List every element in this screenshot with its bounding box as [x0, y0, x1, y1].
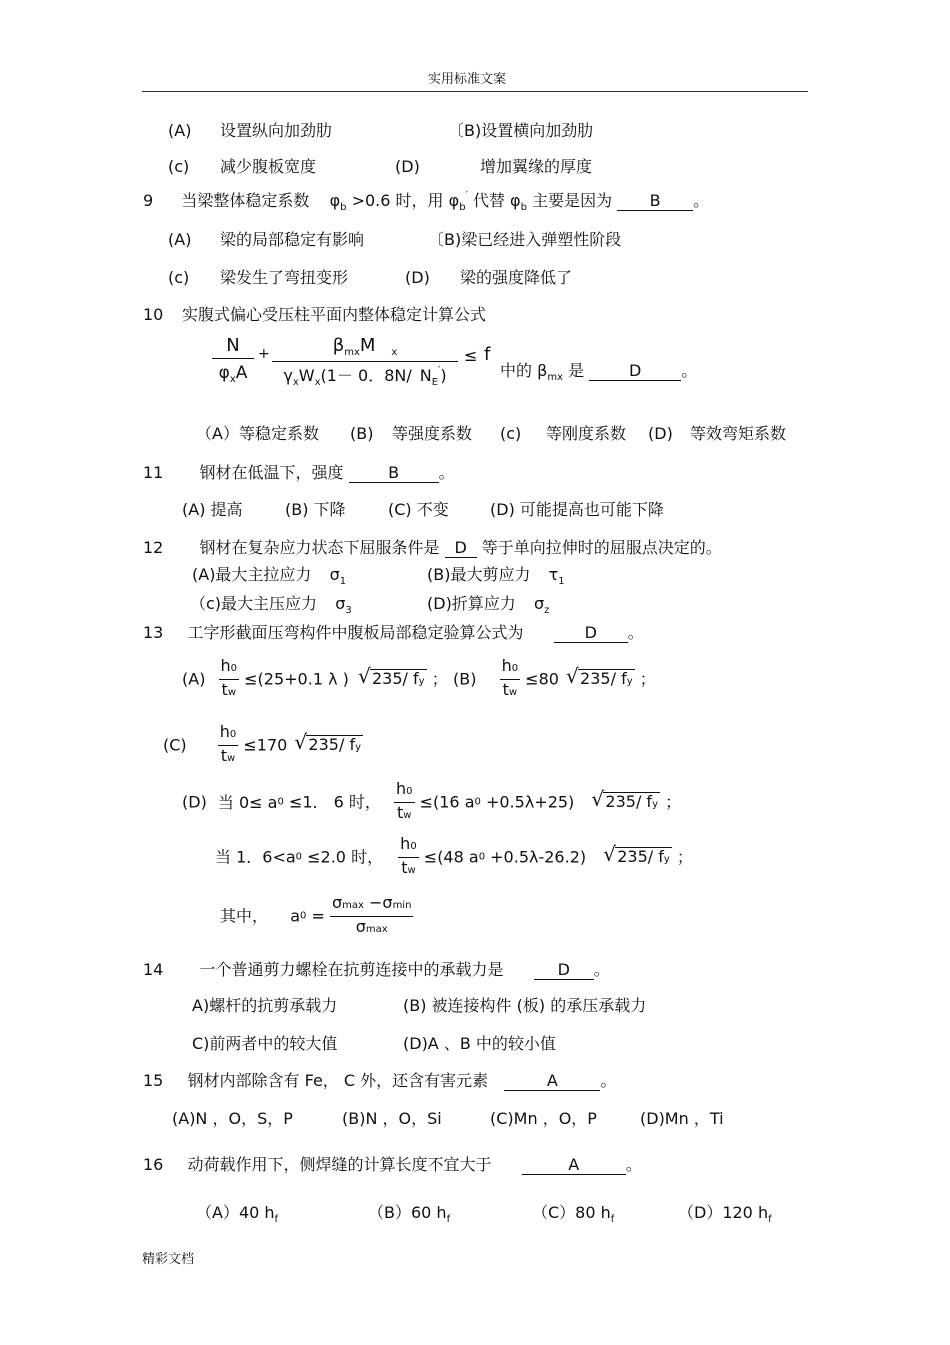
subscript-0: 0	[295, 851, 303, 863]
subscript-y: y	[652, 798, 658, 810]
subscript-y: y	[663, 853, 670, 865]
q13-option-d-line1	[182, 779, 681, 826]
subscript-1: 1	[339, 576, 347, 587]
question-text: 钢材在低温下，强度	[199, 463, 344, 482]
root-235: 235	[605, 791, 636, 811]
expr: ≤170	[243, 735, 288, 755]
subscript-f: f	[446, 1214, 451, 1225]
question-text: 钢材在复杂应力状态下屈服条件是	[199, 538, 440, 557]
q15-option-b: (B)N ，O，Si	[342, 1109, 442, 1128]
q16-option-d	[678, 1203, 772, 1226]
answer-blank: A	[504, 1072, 600, 1091]
question-text: 工字形截面压弯构件中腹板局部稳定验算公式为	[187, 623, 524, 642]
subscript-0: 0	[300, 910, 307, 922]
subscript-x: x	[292, 377, 299, 388]
q8-option-b: 〔B)设置横向加劲肋	[448, 121, 594, 140]
a-symbol: a	[290, 906, 301, 926]
subscript-b: b	[459, 202, 466, 213]
q10-number: 10	[143, 305, 164, 324]
option-text: (D)折算应力	[427, 594, 516, 613]
question-number: 9	[143, 191, 154, 210]
q8-option-c-text: 减少腹板宽度	[220, 157, 317, 176]
q10-option-a: （A）等稳定系数	[196, 424, 319, 443]
subscript-w: w	[227, 753, 236, 764]
condition: 当 1．6<a	[215, 847, 296, 867]
period: 。	[627, 623, 644, 642]
q11-option-a: (A) 提高	[182, 500, 243, 519]
question-text-2: 中的	[500, 361, 533, 380]
option-text: (A)最大主拉应力	[192, 565, 312, 584]
subscript-min: min	[392, 900, 412, 911]
stress-ratio	[330, 893, 413, 940]
q13-option-b	[453, 656, 656, 703]
h-symbol: h	[395, 779, 407, 798]
expr: ≤(16 a	[419, 792, 475, 812]
q16-question	[143, 1155, 642, 1175]
expr: ≤(48 a	[423, 847, 479, 867]
prime-mark: ′	[465, 190, 468, 201]
sigma-symbol: σ	[331, 893, 343, 912]
q15-option-d: (D)Mn ，Ti	[640, 1109, 724, 1128]
q14-option-b: (B) 被连接构件 (板) 的承压承载力	[403, 996, 647, 1015]
denominator	[212, 359, 254, 390]
subscript-f: f	[274, 1214, 279, 1225]
q16-option-c	[532, 1203, 614, 1226]
h-symbol: h	[220, 656, 231, 675]
root-235: 235	[372, 668, 403, 688]
f-symbol: f	[658, 846, 664, 866]
f-symbol: f	[646, 791, 653, 811]
option-text: （C）80 h	[532, 1203, 611, 1222]
q11-option-c: (C) 不变	[388, 500, 449, 519]
question-number: 11	[143, 463, 164, 482]
q14-option-d: (D)A 、B 中的较小值	[403, 1034, 556, 1053]
question-text-2: >0.6 时，用	[351, 191, 444, 210]
subscript-y: y	[355, 741, 361, 753]
option-text: （c)最大主压应力	[190, 594, 318, 613]
q8-option-a-text: 设置纵向加劲肋	[220, 121, 333, 140]
q9-option-c-text: 梁发生了弯扭变形	[220, 268, 349, 287]
tau-symbol: τ	[548, 565, 559, 584]
question-text-4: 主要是因为	[532, 191, 613, 210]
q13-option-a	[182, 656, 448, 703]
subscript-x: x	[391, 347, 398, 358]
subscript-0: 0	[410, 841, 417, 852]
q10-option-c-text: 等刚度系数	[546, 424, 627, 443]
q9-option-d-text: 梁的强度降低了	[460, 268, 573, 287]
subscript-0: 0	[474, 796, 481, 808]
answer-blank: B	[349, 464, 439, 483]
option-text: (B)最大剪应力	[427, 565, 531, 584]
semicolon: ；	[639, 669, 656, 689]
subscript-0: 0	[230, 663, 238, 674]
page-footer: 精彩文档	[142, 1252, 195, 1267]
denominator-gamma-W	[272, 362, 458, 393]
subscript-w: w	[508, 687, 518, 698]
q8-option-a-label: (A)	[168, 121, 192, 140]
slash: /	[406, 366, 412, 385]
question-text-3: 代替	[472, 191, 505, 210]
W-symbol: W	[298, 366, 315, 385]
h0-over-tw	[398, 834, 419, 881]
t-symbol: t	[220, 746, 228, 765]
answer-blank: A	[522, 1156, 626, 1175]
phi-symbol: φ	[329, 191, 341, 210]
N-symbol: N	[394, 366, 407, 385]
formula-fraction-2	[272, 334, 458, 393]
expr-3: -26.2)	[538, 847, 587, 867]
t-symbol: t	[221, 680, 228, 699]
q13-option-c	[163, 722, 363, 769]
sigma-symbol: σ	[382, 893, 393, 912]
option-label: (D)	[182, 792, 207, 812]
q10-tail	[500, 361, 697, 384]
subscript-0: 0	[229, 729, 237, 740]
subscript-0: 0	[478, 851, 486, 863]
question-number: 12	[143, 538, 164, 557]
sigma-symbol: σ	[355, 917, 366, 936]
minus: −	[369, 893, 383, 912]
sqrt-235-fy: √ 235/ fy	[578, 669, 635, 691]
h-symbol: h	[219, 722, 230, 741]
root-235: 235	[580, 668, 611, 688]
q13-where-clause	[220, 893, 413, 940]
q12-option-d	[427, 594, 549, 617]
period: 。	[625, 1155, 642, 1174]
t-symbol: t	[502, 680, 509, 699]
close-paren: )	[342, 669, 349, 689]
q10-question-text: 实腹式偏心受压柱平面内整体稳定计算公式	[182, 305, 487, 324]
answer-blank: D	[534, 961, 594, 980]
expr-3: +25)	[534, 792, 575, 812]
q10-formula	[212, 334, 502, 404]
beta-symbol: β	[537, 361, 548, 380]
sqrt-235-fy: √ 235/ fy	[306, 735, 363, 757]
phi-symbol: φ	[218, 363, 230, 383]
q14-question	[143, 960, 610, 980]
period: 。	[681, 361, 698, 380]
plus-sign: +	[258, 346, 270, 362]
gamma-symbol: γ	[283, 366, 293, 385]
q9-option-a-label: (A)	[168, 230, 192, 249]
option-label: (C)	[163, 735, 187, 755]
answer-blank: D	[445, 539, 477, 558]
h-symbol: h	[400, 834, 411, 853]
expr-2: +0.5	[485, 847, 529, 867]
lambda-symbol: λ	[524, 792, 535, 812]
subscript-0: 0	[406, 786, 413, 797]
question-text-3: 是	[568, 361, 585, 380]
q15-option-c: (C)Mn ，O，P	[490, 1109, 597, 1128]
q15-question	[143, 1071, 616, 1091]
root-235: 235	[617, 846, 648, 866]
q10-option-d-text: 等效弯矩系数	[690, 424, 787, 443]
option-text: （D）120 h	[678, 1203, 769, 1222]
period: 。	[693, 191, 710, 210]
q8-option-d-label: (D)	[395, 157, 420, 176]
question-number: 14	[143, 960, 164, 979]
semicolon: ；	[665, 792, 682, 812]
f-symbol: f	[484, 344, 491, 365]
sigma-symbol: σ	[329, 565, 340, 584]
q9-option-c-label: (c)	[168, 268, 190, 287]
where-label: 其中，	[220, 906, 269, 926]
option-label: (A)	[182, 669, 206, 689]
sqrt-235-fy: √ 235/ fy	[615, 847, 672, 869]
question-text: 钢材内部除含有 Fe， C 外，还含有害元素	[187, 1071, 489, 1090]
NE-symbol: N	[419, 366, 432, 385]
h0-over-tw	[219, 656, 240, 703]
subscript-mx: mx	[547, 372, 563, 383]
subscript-max: max	[342, 900, 364, 911]
question-text: 当梁整体稳定系数	[181, 191, 310, 210]
expr-2: +0.5	[480, 792, 525, 812]
sqrt-235-fy: √ 235/ fy	[603, 792, 660, 814]
q16-option-a	[196, 1203, 278, 1226]
subscript-b: b	[340, 202, 347, 213]
answer-blank: D	[589, 362, 681, 381]
q8-option-c-label: (c)	[168, 157, 190, 176]
h0-over-tw	[394, 779, 415, 826]
leq-sign: ≤	[464, 346, 478, 365]
semicolon: ；	[676, 847, 693, 867]
q10-option-b-label: (B)	[350, 424, 374, 443]
q16-option-b	[368, 1203, 450, 1226]
h-symbol: h	[501, 656, 512, 675]
question-text: 一个普通剪力螺栓在抗剪连接中的承载力是	[199, 960, 504, 979]
lambda-symbol: λ	[328, 669, 338, 689]
phi-symbol: φ	[510, 191, 521, 210]
subscript-w: w	[407, 865, 416, 876]
close-paren: )	[440, 366, 447, 385]
subscript-w: w	[403, 810, 412, 821]
sigma-symbol: σ	[335, 594, 346, 613]
subscript-y: y	[418, 675, 425, 687]
period: 。	[593, 960, 610, 979]
period: 。	[600, 1071, 617, 1090]
q13-option-d-line2	[215, 834, 693, 881]
expr: ≤80	[525, 669, 559, 689]
subscript-f: f	[610, 1214, 615, 1225]
root-235: 235	[308, 734, 339, 754]
beta-symbol: β	[332, 335, 345, 356]
numerator-beta-M	[272, 334, 458, 362]
q10-option-c-label: (c)	[500, 424, 522, 443]
h0-over-tw	[500, 656, 521, 703]
option-label: (B)	[453, 669, 477, 689]
answer-blank: B	[617, 192, 693, 211]
question-number: 16	[143, 1155, 164, 1174]
q11-question	[143, 463, 455, 483]
q10-option-d-label: (D)	[648, 424, 673, 443]
area-A: A	[235, 363, 248, 383]
condition-2: ≤1． 6 时，	[283, 792, 381, 812]
subscript-E: E	[431, 377, 439, 388]
semicolon: ；	[431, 669, 448, 689]
t-symbol: t	[397, 803, 404, 822]
q12-option-a	[192, 565, 346, 588]
f-symbol: f	[413, 668, 419, 688]
q11-option-b: (B) 下降	[285, 500, 346, 519]
option-text: （B）60 h	[368, 1203, 447, 1222]
prime-mark: ′	[438, 365, 441, 376]
numerator-N: N	[212, 334, 254, 359]
subscript-0: 0	[277, 796, 284, 808]
q15-option-a: (A)N ，O，S，P	[172, 1109, 293, 1128]
subscript-x: x	[314, 377, 321, 388]
equals: =	[311, 906, 325, 926]
expr: ≤(25+0.1	[244, 669, 323, 689]
period: 。	[438, 463, 455, 482]
q12-option-c	[190, 594, 352, 617]
q14-option-c: C)前两者中的较大值	[192, 1034, 338, 1053]
q12-option-b	[427, 565, 565, 588]
subscript-max: max	[365, 924, 388, 935]
subscript-x: x	[229, 374, 236, 385]
subscript-x: x	[353, 347, 360, 358]
subscript-b: b	[520, 202, 527, 213]
subscript-f: f	[768, 1214, 772, 1225]
formula-fraction-1	[212, 334, 254, 390]
q14-option-a: A)螺杆的抗剪承载力	[192, 996, 338, 1015]
condition-2: ≤2.0 时，	[302, 847, 384, 867]
page-header-title: 实用标准文案	[428, 72, 507, 87]
q8-option-d-text: 增加翼缘的厚度	[480, 157, 593, 176]
sigma-symbol: σ	[534, 594, 545, 613]
phi-symbol: φ	[448, 191, 460, 210]
subscript-m: m	[344, 347, 354, 358]
answer-blank: D	[554, 624, 628, 643]
h0-over-tw	[218, 722, 239, 769]
option-text: （A）40 h	[196, 1203, 275, 1222]
t-symbol: t	[401, 858, 408, 877]
q12-question	[143, 538, 722, 558]
q9-option-d-label: (D)	[405, 268, 430, 287]
q9-option-b: 〔B)梁已经进入弹塑性阶段	[428, 230, 622, 249]
subscript-1: 1	[558, 576, 565, 587]
f-symbol: f	[349, 734, 356, 754]
header-divider	[142, 91, 808, 92]
q9-option-a-text: 梁的局部稳定有影响	[220, 230, 365, 249]
q11-option-d: (D) 可能提高也可能下降	[490, 500, 664, 519]
q13-question	[143, 623, 644, 643]
question-number: 15	[143, 1071, 164, 1090]
question-text-2: 等于单向拉伸时的屈服点决定的。	[481, 538, 722, 557]
lambda-symbol: λ	[529, 847, 539, 867]
question-text: 动荷载作用下，侧焊缝的计算长度不宜大于	[187, 1155, 492, 1174]
subscript-y: y	[626, 675, 633, 687]
q10-option-b-text: 等强度系数	[392, 424, 473, 443]
paren-expr: (1－ 0．8	[320, 366, 395, 385]
moment-M: M	[359, 335, 376, 356]
subscript-3: 3	[345, 605, 352, 616]
subscript-0: 0	[511, 663, 519, 674]
sqrt-235-fy: √ 235/ fy	[370, 669, 427, 691]
q9-question	[143, 191, 709, 214]
question-number: 13	[143, 623, 164, 642]
f-symbol: f	[621, 668, 627, 688]
subscript-z: z	[544, 605, 550, 616]
subscript-w: w	[227, 687, 237, 698]
condition: 当 0≤ a	[217, 792, 278, 812]
